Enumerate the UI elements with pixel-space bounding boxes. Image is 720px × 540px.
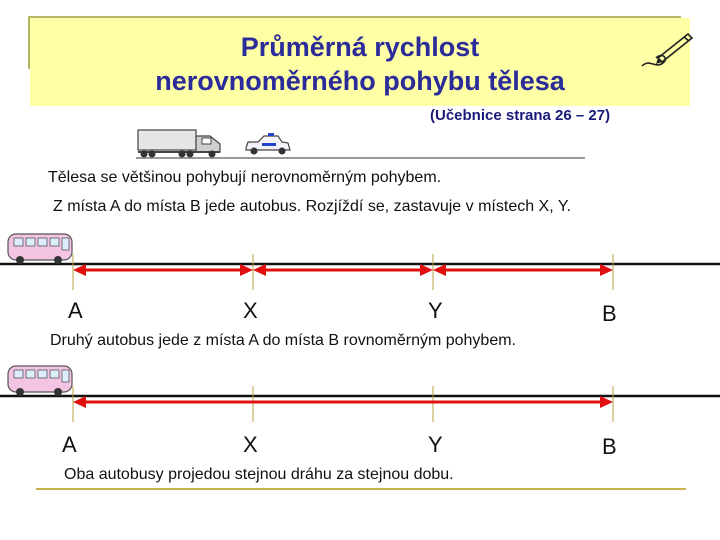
vehicles-illustration bbox=[130, 126, 590, 162]
diagram-nonuniform-motion bbox=[0, 228, 720, 308]
sentence-nonuniform: Tělesa se většinou pohybují nerovnoměrným pohybem. bbox=[48, 169, 442, 186]
police-car-icon bbox=[246, 133, 290, 155]
bus-icon bbox=[8, 366, 72, 396]
label-A: A bbox=[68, 298, 83, 323]
title-line-1: Průměrná rychlost bbox=[240, 32, 480, 62]
truck-icon bbox=[138, 130, 220, 158]
divider bbox=[36, 488, 686, 490]
sentence-bus-stops: Z místa A do místa B jede autobus. Rozjíždí se, zastavuje v místech X, Y. bbox=[53, 198, 571, 215]
sentence-conclusion: Oba autobusy projedou stejnou dráhu za stejnou dobu. bbox=[64, 466, 454, 483]
sentence-uniform: Druhý autobus jede z místa A do místa B rovnoměrným pohybem. bbox=[50, 332, 516, 349]
bus-icon bbox=[8, 234, 72, 264]
page-title bbox=[30, 30, 690, 98]
pencil-icon bbox=[636, 28, 696, 72]
label-X: X bbox=[243, 298, 258, 323]
diagram-uniform-motion bbox=[0, 360, 720, 440]
subtitle: (Učebnice strana 26 – 27) bbox=[430, 107, 611, 124]
label-A: A bbox=[62, 432, 77, 457]
label-B: B bbox=[602, 434, 617, 459]
label-Y: Y bbox=[428, 298, 443, 323]
label-B: B bbox=[602, 301, 617, 326]
label-Y: Y bbox=[428, 432, 443, 457]
label-X: X bbox=[243, 432, 258, 457]
title-line-2: nerovnoměrného pohybu tělesa bbox=[155, 66, 565, 96]
